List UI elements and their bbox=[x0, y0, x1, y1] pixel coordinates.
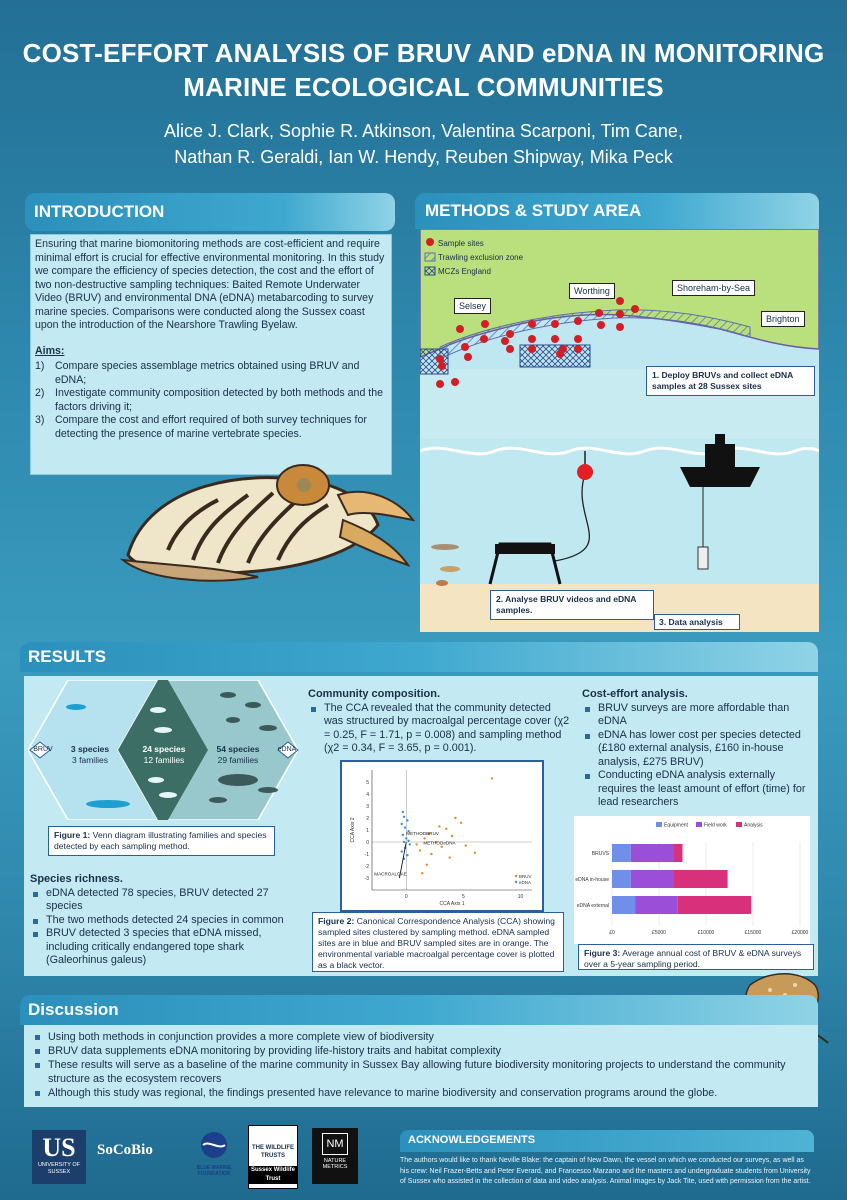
legend-swatch bbox=[656, 822, 662, 827]
cca-annotation: MACROALGAE bbox=[374, 871, 407, 877]
legend-mcz: MCZs England bbox=[438, 267, 491, 276]
list-item: The two methods detected 24 species in common bbox=[30, 914, 292, 928]
legend-swatch bbox=[696, 822, 702, 827]
bar-segment bbox=[631, 844, 673, 862]
x-tick-label: £10000 bbox=[697, 930, 715, 936]
wildlife-trust-logo: THE WILDLIFE TRUSTS Sussex Wildlife Trust bbox=[248, 1125, 298, 1189]
y-tick-label: 4 bbox=[366, 792, 369, 798]
list-item: eDNA detected 78 species, BRUV detected 27 species bbox=[30, 887, 292, 914]
bar-segment bbox=[673, 844, 682, 862]
intro-heading: INTRODUCTION bbox=[34, 202, 165, 221]
title-line-2: MARINE ECOLOGICAL COMMUNITIES bbox=[183, 72, 664, 102]
socobio-logo: SoCoBio bbox=[97, 1142, 153, 1158]
edna-point bbox=[405, 837, 407, 839]
edna-point bbox=[403, 816, 405, 818]
step-1-box: 1. Deploy BRUVs and collect eDNA samples at 28 Sussex sites bbox=[646, 366, 815, 396]
venn-middle: 24 species 12 families bbox=[142, 744, 186, 765]
discussion-header bbox=[20, 995, 818, 1025]
list-item: Conducting eDNA analysis externally requires the least amount of effort (time) for lead researchers bbox=[582, 769, 810, 810]
bar-segment bbox=[612, 896, 636, 914]
legend-swatch bbox=[736, 822, 742, 827]
poster-title bbox=[0, 36, 847, 104]
bruv-point bbox=[474, 852, 476, 854]
cca-scatter-chart bbox=[342, 762, 542, 910]
x-tick-label: £5000 bbox=[652, 930, 666, 936]
bmf-wave-icon bbox=[199, 1130, 229, 1160]
bruv-point bbox=[451, 835, 453, 837]
community-composition bbox=[308, 688, 570, 756]
y-tick-label: 5 bbox=[366, 780, 369, 786]
bruv-point bbox=[419, 849, 421, 851]
x-tick-label: 10 bbox=[517, 894, 524, 900]
bruv-point bbox=[421, 872, 423, 874]
aim-item: 1) Compare species assemblage metrics obtained using BRUV and eDNA; bbox=[35, 360, 360, 386]
cca-annotation: METHODeDNA bbox=[423, 840, 456, 846]
richness-title: Species richness. bbox=[30, 873, 123, 885]
methods-header bbox=[415, 193, 819, 229]
title-line-1: COST-EFFORT ANALYSIS OF BRUV AND eDNA IN MONITORING bbox=[22, 38, 825, 68]
authors-line-1: Alice J. Clark, Sophie R. Atkinson, Valentina Scarponi, Tim Cane, bbox=[164, 121, 683, 141]
bruv-point bbox=[438, 825, 440, 827]
intro-body: Ensuring that marine biomonitoring methods are cost-efficient and require minimal effort is crucial for effective environmental monitoring. In this study we compare the efficiency of species detection, the cost and the effort of two non-destructive sampling techniques: Baited Remote Underwater Video (BRUV) and environmental DNA (eDNA) metabarcoding to survey marine species. Comparisons were conducted along the Sussex coast upon the introduction of the Nearshore Trawling Byelaw. bbox=[35, 238, 385, 331]
y-tick-label: -3 bbox=[364, 876, 369, 882]
x-tick-label: 0 bbox=[404, 894, 408, 900]
sussex-logo: US UNIVERSITY OF SUSSEX bbox=[32, 1130, 86, 1184]
bar-segment bbox=[612, 870, 631, 888]
results-header bbox=[20, 642, 818, 672]
methods-panel bbox=[420, 229, 819, 632]
cuttlefish-illustration bbox=[108, 455, 418, 590]
methods-heading: METHODS & STUDY AREA bbox=[425, 201, 642, 220]
species-richness bbox=[30, 873, 292, 968]
bruv-point bbox=[426, 864, 428, 866]
figure-2-caption: Figure 2: Canonical Correspondence Analysis (CCA) showing sampled sites clustered by sampling method. eDNA sampled sites are in blue and BRUV sampled sites are in orange. The environmental variable macroalgal percentage cover is plotted as a black vector. bbox=[312, 912, 564, 972]
list-item: The CCA revealed that the community detected was structured by macroalgal percentage cover (χ2 = 0.25, F = 1.71, p = 0.008) and sampling method (χ2 = 0.34, F = 3.65, p = 0.001). bbox=[308, 702, 570, 756]
richness-list bbox=[30, 887, 292, 968]
intro-box bbox=[30, 234, 392, 475]
community-list bbox=[308, 702, 570, 756]
edna-point bbox=[404, 826, 406, 828]
bruv-point bbox=[423, 837, 425, 839]
bar-segment bbox=[673, 870, 728, 888]
map-legend bbox=[438, 237, 523, 279]
edna-point bbox=[401, 823, 403, 825]
results-heading: RESULTS bbox=[28, 647, 107, 666]
y-tick-label: -2 bbox=[364, 864, 369, 870]
figure-1-caption: Figure 1: Venn diagram illustrating families and species detected by each sampling method. bbox=[48, 826, 275, 856]
venn-edna-label: eDNA bbox=[277, 746, 297, 753]
x-axis-label: CCA Axis 1 bbox=[439, 901, 465, 907]
acknowledgements-text: The authors would like to thank Neville Blake: the captain of New Dawn, the vessel on which we conducted our surveys, as well as his crew: Neil Frazer-Betts and Peter Everard, and Francesco Marzano and the masters and undergraduate students from University of Sussex who assisted in the collection of data and video analysis. Animal images by Jack Tite, used with permission from the artist. bbox=[400, 1157, 811, 1185]
bruv-point bbox=[449, 856, 451, 858]
legend-sample-sites: Sample sites bbox=[438, 239, 484, 248]
bar-segment bbox=[631, 870, 673, 888]
discussion-box bbox=[24, 1025, 818, 1107]
bruv-point bbox=[430, 853, 432, 855]
figure-3-frame bbox=[574, 816, 810, 944]
authors-line-2: Nathan R. Geraldi, Ian W. Hendy, Reuben Shipway, Mika Peck bbox=[174, 147, 673, 167]
list-item: BRUV surveys are more affordable than eDNA bbox=[582, 702, 810, 729]
legend-label: Equipment bbox=[664, 822, 688, 829]
cost-effort bbox=[582, 688, 810, 810]
place-brighton: Brighton bbox=[761, 311, 805, 327]
venn-left: 3 species 3 families bbox=[70, 744, 110, 765]
category-label: eDNA external bbox=[576, 903, 609, 909]
step-3-box: 3. Data analysis bbox=[654, 614, 740, 630]
edna-point bbox=[407, 840, 409, 842]
bmf-logo: BLUE MARINE FOUNDATION bbox=[188, 1130, 240, 1177]
category-label: BRUVS bbox=[591, 851, 609, 857]
venn-right: 54 species 29 families bbox=[216, 744, 260, 765]
edna-point bbox=[401, 850, 403, 852]
bruv-point bbox=[445, 828, 447, 830]
y-axis-label: CCA Axis 2 bbox=[350, 817, 356, 843]
edna-point bbox=[406, 819, 408, 821]
study-area-map bbox=[420, 229, 819, 632]
list-item: Using both methods in conjunction provides a more complete view of biodiversity bbox=[32, 1030, 810, 1044]
bar-segment bbox=[612, 844, 631, 862]
place-shoreham: Shoreham-by-Sea bbox=[672, 280, 755, 296]
legend-marker bbox=[515, 881, 517, 883]
list-item: Although this study was regional, the findings presented have relevance to marine biodiversity and conservation programs around the globe. bbox=[32, 1086, 810, 1100]
edna-point bbox=[402, 834, 404, 836]
x-tick-label: £0 bbox=[609, 930, 615, 936]
bruv-point bbox=[460, 822, 462, 824]
intro-header bbox=[25, 193, 395, 231]
y-tick-label: 2 bbox=[366, 816, 369, 822]
ack-heading: ACKNOWLEDGEMENTS bbox=[408, 1134, 536, 1146]
legend-label: eDNA bbox=[519, 880, 532, 885]
y-tick-label: 0 bbox=[366, 840, 369, 846]
list-item: BRUV detected 3 species that eDNA missed, including critically endangered tope shark (Galeorhinus galeus) bbox=[30, 927, 292, 968]
list-item: BRUV data supplements eDNA monitoring by providing life-history traits and habitat complexity bbox=[32, 1044, 810, 1058]
edna-point bbox=[403, 841, 405, 843]
place-selsey: Selsey bbox=[454, 298, 491, 314]
acknowledgements-header bbox=[400, 1130, 814, 1152]
legend-marker bbox=[515, 875, 517, 877]
aim-item: 2) Investigate community composition detected by both methods and the factors driving it; bbox=[35, 387, 384, 413]
y-tick-label: -1 bbox=[364, 852, 369, 858]
bruv-point bbox=[441, 846, 443, 848]
x-tick-label: £15000 bbox=[744, 930, 762, 936]
bruv-point bbox=[491, 777, 493, 779]
aims-title: Aims: bbox=[35, 344, 65, 357]
edna-point bbox=[409, 843, 411, 845]
y-tick-label: 1 bbox=[366, 828, 369, 834]
category-label: eDNA in-house bbox=[575, 877, 609, 883]
y-tick-label: 3 bbox=[366, 804, 369, 810]
discussion-heading: Discussion bbox=[28, 1000, 119, 1019]
bar-segment bbox=[678, 896, 751, 914]
cca-annotation: METHODBRUV bbox=[406, 830, 439, 836]
list-item: These results will serve as a baseline of the marine community in Sussex Bay allowing future biodiversity monitoring projects to understand the community structure as the ecosystem recovers bbox=[32, 1058, 810, 1086]
figure-2-frame bbox=[340, 760, 544, 912]
aim-item: 3) Compare the cost and effort required of both survey techniques for detecting the presence of marine vertebrate species. bbox=[35, 414, 367, 440]
step-2-box: 2. Analyse BRUV videos and eDNA samples. bbox=[490, 590, 654, 620]
figure-3-caption: Figure 3: Average annual cost of BRUV & eDNA surveys over a 5-year sampling period. bbox=[578, 944, 814, 970]
aims-list bbox=[35, 360, 387, 441]
cost-title: Cost-effort analysis. bbox=[582, 688, 688, 700]
legend-label: Field work bbox=[704, 822, 727, 829]
bruv-point bbox=[454, 817, 456, 819]
cost-bar-chart bbox=[574, 816, 810, 944]
edna-point bbox=[402, 811, 404, 813]
place-worthing: Worthing bbox=[569, 283, 615, 299]
bar-segment bbox=[636, 896, 678, 914]
bruv-point bbox=[415, 843, 417, 845]
edna-point bbox=[406, 854, 408, 856]
bruv-point bbox=[465, 844, 467, 846]
nature-metrics-logo: NM NATURE METRICS bbox=[312, 1128, 358, 1184]
community-title: Community composition. bbox=[308, 688, 440, 700]
authors bbox=[0, 118, 847, 170]
x-tick-label: 5 bbox=[462, 894, 465, 900]
legend-label: Analysis bbox=[744, 822, 763, 829]
venn-bruv-label: BRUV bbox=[33, 746, 53, 753]
legend-label: BRUV bbox=[519, 874, 532, 879]
x-tick-label: £20000 bbox=[791, 930, 809, 936]
legend-trawling: Trawling exclusion zone bbox=[438, 253, 524, 262]
cost-list bbox=[582, 702, 810, 810]
discussion-list bbox=[24, 1025, 818, 1100]
list-item: eDNA has lower cost per species detected (£180 external analysis, £160 in-house analysis, £275 BRUV) bbox=[582, 729, 810, 770]
